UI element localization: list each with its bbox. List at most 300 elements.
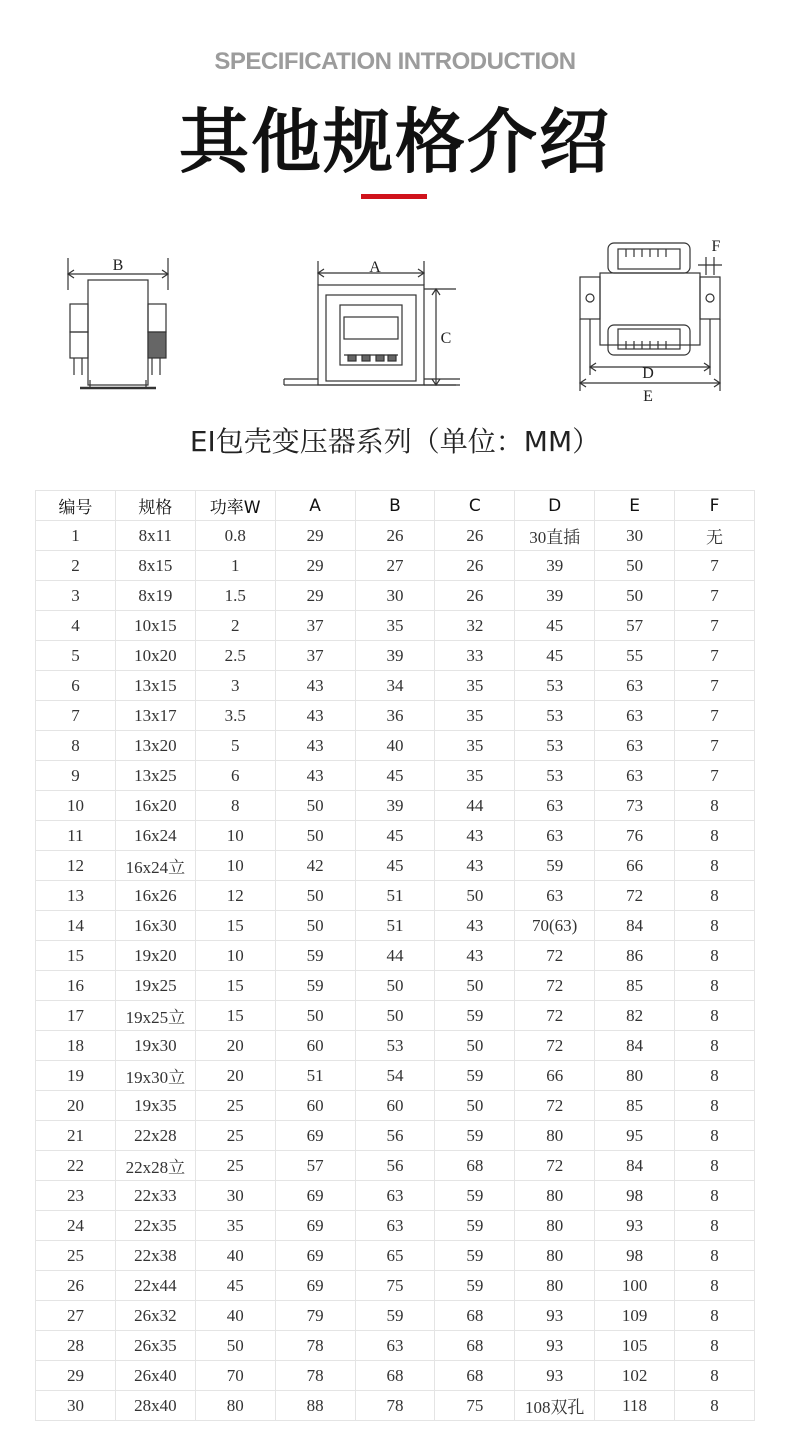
table-cell: 66 [595,851,675,881]
table-cell: 22x28立 [115,1151,195,1181]
table-cell: 8 [36,731,116,761]
table-cell: 105 [595,1331,675,1361]
table-cell: 8 [675,911,755,941]
table-cell: 6 [36,671,116,701]
page-title: 其他规格介绍 [179,101,611,183]
table-cell: 8 [195,791,275,821]
table-cell: 63 [355,1331,435,1361]
table-cell: 29 [275,521,355,551]
table-cell: 50 [435,881,515,911]
table-cell: 30 [595,521,675,551]
table-row [36,1061,755,1091]
table-cell: 无 [675,521,755,551]
table-cell: 68 [435,1331,515,1361]
table-cell: 43 [435,941,515,971]
table-cell: 13x20 [115,731,195,761]
column-header: 功率W [195,491,275,521]
table-cell: 27 [36,1301,116,1331]
dimension-label-b: B [112,257,124,274]
table-cell: 63 [515,821,595,851]
table-cell: 25 [36,1241,116,1271]
table-cell: 22x35 [115,1211,195,1241]
table-cell: 53 [515,731,595,761]
table-cell: 37 [275,611,355,641]
table-cell: 57 [595,611,675,641]
transformer-top-view-diagram [570,235,740,405]
table-cell: 10x15 [115,611,195,641]
table-cell: 80 [515,1121,595,1151]
table-cell: 43 [275,671,355,701]
table-cell: 10 [195,851,275,881]
table-cell: 56 [355,1121,435,1151]
table-cell: 8 [675,971,755,1001]
table-cell: 12 [36,851,116,881]
table-cell: 42 [275,851,355,881]
table-cell: 43 [435,911,515,941]
table-cell: 8 [675,1031,755,1061]
table-cell: 2.5 [195,641,275,671]
table-cell: 72 [595,881,675,911]
table-cell: 80 [515,1181,595,1211]
dimension-label-c: C [440,330,452,347]
table-cell: 3.5 [195,701,275,731]
table-cell: 72 [515,1001,595,1031]
table-cell: 43 [275,701,355,731]
table-row [36,971,755,1001]
table-cell: 28 [36,1331,116,1361]
table-cell: 30 [36,1391,116,1421]
table-row [36,701,755,731]
table-cell: 95 [595,1121,675,1151]
table-cell: 98 [595,1241,675,1271]
table-cell: 68 [435,1361,515,1391]
table-cell: 93 [515,1301,595,1331]
table-cell: 78 [275,1331,355,1361]
dimension-label-e: E [643,388,653,405]
table-cell: 8 [675,821,755,851]
table-row [36,521,755,551]
table-cell: 59 [275,971,355,1001]
table-cell: 8 [675,1241,755,1271]
table-cell: 8 [675,1391,755,1421]
table-cell: 22 [36,1151,116,1181]
table-cell: 26x40 [115,1361,195,1391]
table-cell: 63 [515,791,595,821]
table-cell: 8 [675,1001,755,1031]
table-cell: 109 [595,1301,675,1331]
table-cell: 16x30 [115,911,195,941]
table-cell: 35 [435,701,515,731]
table-cell: 76 [595,821,675,851]
table-cell: 86 [595,941,675,971]
table-row [36,1211,755,1241]
table-cell: 43 [275,761,355,791]
table-cell: 63 [355,1181,435,1211]
table-cell: 22x28 [115,1121,195,1151]
table-cell: 43 [435,851,515,881]
table-cell: 19x30立 [115,1061,195,1091]
table-cell: 39 [515,581,595,611]
table-cell: 28x40 [115,1391,195,1421]
table-cell: 55 [595,641,675,671]
table-cell: 59 [435,1271,515,1301]
table-cell: 22x33 [115,1181,195,1211]
table-cell: 0.8 [195,521,275,551]
table-cell: 19x25 [115,971,195,1001]
table-cell: 1.5 [195,581,275,611]
table-cell: 63 [595,671,675,701]
table-cell: 72 [515,941,595,971]
table-cell: 50 [435,971,515,1001]
table-row [36,791,755,821]
table-cell: 72 [515,1151,595,1181]
table-cell: 75 [435,1391,515,1421]
table-row [36,1121,755,1151]
table-cell: 3 [36,581,116,611]
table-cell: 16x26 [115,881,195,911]
table-cell: 8x19 [115,581,195,611]
table-cell: 69 [275,1271,355,1301]
table-cell: 33 [435,641,515,671]
table-cell: 72 [515,1091,595,1121]
transformer-front-view-diagram [280,255,465,395]
table-cell: 30 [355,581,435,611]
table-cell: 19 [36,1061,116,1091]
table-cell: 93 [515,1331,595,1361]
table-cell: 7 [675,761,755,791]
table-cell: 59 [435,1211,515,1241]
column-header: B [355,491,435,521]
table-body [36,521,755,1421]
table-cell: 93 [515,1361,595,1391]
table-cell: 40 [355,731,435,761]
table-cell: 69 [275,1121,355,1151]
table-cell: 15 [195,971,275,1001]
table-cell: 5 [195,731,275,761]
table-cell: 100 [595,1271,675,1301]
table-cell: 8 [675,1151,755,1181]
table-header-row [36,491,755,521]
table-row [36,1151,755,1181]
table-row [36,551,755,581]
table-cell: 11 [36,821,116,851]
table-cell: 35 [435,671,515,701]
table-cell: 13x17 [115,701,195,731]
table-cell: 59 [515,851,595,881]
table-cell: 15 [195,911,275,941]
table-cell: 26 [355,521,435,551]
table-cell: 85 [595,971,675,1001]
table-cell: 19x30 [115,1031,195,1061]
table-row [36,1241,755,1271]
table-cell: 30 [195,1181,275,1211]
table-cell: 50 [275,881,355,911]
table-cell: 80 [515,1241,595,1271]
table-cell: 78 [275,1361,355,1391]
table-cell: 59 [435,1061,515,1091]
table-cell: 13 [36,881,116,911]
table-cell: 35 [435,731,515,761]
table-cell: 39 [355,641,435,671]
table-cell: 22x44 [115,1271,195,1301]
column-header: C [435,491,515,521]
table-cell: 19x25立 [115,1001,195,1031]
column-header: 规格 [115,491,195,521]
table-cell: 63 [595,731,675,761]
table-cell: 29 [275,551,355,581]
table-cell: 9 [36,761,116,791]
table-cell: 10 [36,791,116,821]
table-cell: 29 [275,581,355,611]
table-cell: 54 [355,1061,435,1091]
table-row [36,1331,755,1361]
table-cell: 8x11 [115,521,195,551]
table-cell: 14 [36,911,116,941]
table-cell: 45 [195,1271,275,1301]
column-header: A [275,491,355,521]
table-cell: 69 [275,1241,355,1271]
table-cell: 45 [355,821,435,851]
table-cell: 1 [36,521,116,551]
column-header: D [515,491,595,521]
table-cell: 26x32 [115,1301,195,1331]
table-cell: 19x20 [115,941,195,971]
table-cell: 13x15 [115,671,195,701]
table-cell: 8 [675,1271,755,1301]
table-cell: 43 [275,731,355,761]
table-cell: 50 [355,1001,435,1031]
table-cell: 56 [355,1151,435,1181]
table-cell: 45 [515,641,595,671]
table-cell: 19x35 [115,1091,195,1121]
table-cell: 22x38 [115,1241,195,1271]
table-cell: 88 [275,1391,355,1421]
table-subtitle: EI包壳变压器系列（单位：MM） [189,425,601,458]
table-row [36,1181,755,1211]
table-cell: 5 [36,641,116,671]
table-cell: 8 [675,1061,755,1091]
table-cell: 50 [275,791,355,821]
table-row [36,1391,755,1421]
table-cell: 85 [595,1091,675,1121]
table-cell: 4 [36,611,116,641]
table-cell: 84 [595,1151,675,1181]
table-cell: 15 [195,1001,275,1031]
table-row [36,851,755,881]
table-cell: 84 [595,1031,675,1061]
table-cell: 80 [515,1211,595,1241]
table-cell: 59 [355,1301,435,1331]
table-row [36,1361,755,1391]
table-row [36,761,755,791]
table-cell: 7 [675,581,755,611]
table-cell: 7 [675,731,755,761]
table-row [36,1271,755,1301]
table-cell: 32 [435,611,515,641]
transformer-side-view-diagram [60,250,180,395]
table-cell: 8 [675,791,755,821]
table-cell: 68 [355,1361,435,1391]
table-cell: 98 [595,1181,675,1211]
table-cell: 34 [355,671,435,701]
table-cell: 118 [595,1391,675,1421]
table-cell: 44 [355,941,435,971]
table-cell: 63 [355,1211,435,1241]
table-cell: 39 [355,791,435,821]
table-cell: 8 [675,1301,755,1331]
table-cell: 17 [36,1001,116,1031]
table-cell: 8 [675,1211,755,1241]
section-eyebrow: SPECIFICATION INTRODUCTION [214,48,576,75]
table-row [36,581,755,611]
table-cell: 26 [435,581,515,611]
table-row [36,881,755,911]
table-cell: 8 [675,941,755,971]
table-cell: 70(63) [515,911,595,941]
table-cell: 7 [675,611,755,641]
table-cell: 93 [595,1211,675,1241]
table-cell: 6 [195,761,275,791]
dimension-label-a: A [369,259,381,276]
table-cell: 45 [355,851,435,881]
table-row [36,1301,755,1331]
table-cell: 20 [195,1031,275,1061]
table-cell: 20 [36,1091,116,1121]
table-cell: 50 [275,911,355,941]
table-cell: 80 [595,1061,675,1091]
table-row [36,641,755,671]
table-row [36,731,755,761]
table-cell: 68 [435,1301,515,1331]
table-cell: 45 [355,761,435,791]
table-cell: 60 [355,1091,435,1121]
table-cell: 8 [675,881,755,911]
table-cell: 8x15 [115,551,195,581]
table-cell: 44 [435,791,515,821]
table-cell: 50 [195,1331,275,1361]
table-row [36,821,755,851]
table-cell: 16x20 [115,791,195,821]
table-cell: 26 [435,521,515,551]
spec-table [35,490,755,1421]
table-cell: 20 [195,1061,275,1091]
table-cell: 53 [515,761,595,791]
table-row [36,1091,755,1121]
table-cell: 53 [515,671,595,701]
table-cell: 79 [275,1301,355,1331]
table-cell: 59 [435,1181,515,1211]
table-cell: 63 [595,701,675,731]
table-cell: 50 [355,971,435,1001]
table-cell: 25 [195,1151,275,1181]
table-cell: 2 [195,611,275,641]
table-cell: 51 [355,911,435,941]
table-cell: 26 [435,551,515,581]
table-cell: 10 [195,821,275,851]
table-cell: 53 [355,1031,435,1061]
table-row [36,671,755,701]
table-cell: 45 [515,611,595,641]
table-cell: 35 [195,1211,275,1241]
table-cell: 7 [675,671,755,701]
table-cell: 65 [355,1241,435,1271]
table-cell: 50 [595,581,675,611]
table-cell: 21 [36,1121,116,1151]
table-cell: 50 [275,821,355,851]
title-underline [361,194,427,199]
table-cell: 73 [595,791,675,821]
table-cell: 7 [675,641,755,671]
table-cell: 1 [195,551,275,581]
table-cell: 36 [355,701,435,731]
table-cell: 16x24立 [115,851,195,881]
table-cell: 8 [675,851,755,881]
table-cell: 12 [195,881,275,911]
table-cell: 69 [275,1181,355,1211]
table-cell: 60 [275,1091,355,1121]
table-cell: 25 [195,1121,275,1151]
table-cell: 30直插 [515,521,595,551]
column-header: E [595,491,675,521]
table-cell: 23 [36,1181,116,1211]
table-cell: 8 [675,1181,755,1211]
table-cell: 70 [195,1361,275,1391]
table-cell: 15 [36,941,116,971]
table-cell: 7 [36,701,116,731]
table-cell: 8 [675,1331,755,1361]
table-cell: 53 [515,701,595,731]
table-cell: 37 [275,641,355,671]
table-cell: 39 [515,551,595,581]
dimension-label-f: F [711,238,721,255]
dimension-label-d: D [642,365,654,382]
table-cell: 8 [675,1091,755,1121]
table-cell: 57 [275,1151,355,1181]
table-cell: 26 [36,1271,116,1301]
table-cell: 108双孔 [515,1391,595,1421]
table-cell: 60 [275,1031,355,1061]
table-cell: 10 [195,941,275,971]
table-cell: 18 [36,1031,116,1061]
table-cell: 82 [595,1001,675,1031]
table-cell: 10x20 [115,641,195,671]
table-cell: 50 [595,551,675,581]
table-cell: 59 [435,1121,515,1151]
table-cell: 8 [675,1361,755,1391]
table-cell: 63 [515,881,595,911]
table-cell: 63 [595,761,675,791]
table-cell: 50 [435,1091,515,1121]
table-cell: 27 [355,551,435,581]
table-cell: 3 [195,671,275,701]
table-cell: 13x25 [115,761,195,791]
table-row [36,611,755,641]
table-cell: 29 [36,1361,116,1391]
table-cell: 51 [355,881,435,911]
table-cell: 68 [435,1151,515,1181]
table-cell: 7 [675,551,755,581]
table-cell: 78 [355,1391,435,1421]
table-cell: 8 [675,1121,755,1151]
table-cell: 72 [515,1031,595,1061]
table-cell: 7 [675,701,755,731]
table-cell: 69 [275,1211,355,1241]
table-row [36,941,755,971]
table-cell: 43 [435,821,515,851]
column-header: F [675,491,755,521]
table-row [36,911,755,941]
table-cell: 16 [36,971,116,1001]
